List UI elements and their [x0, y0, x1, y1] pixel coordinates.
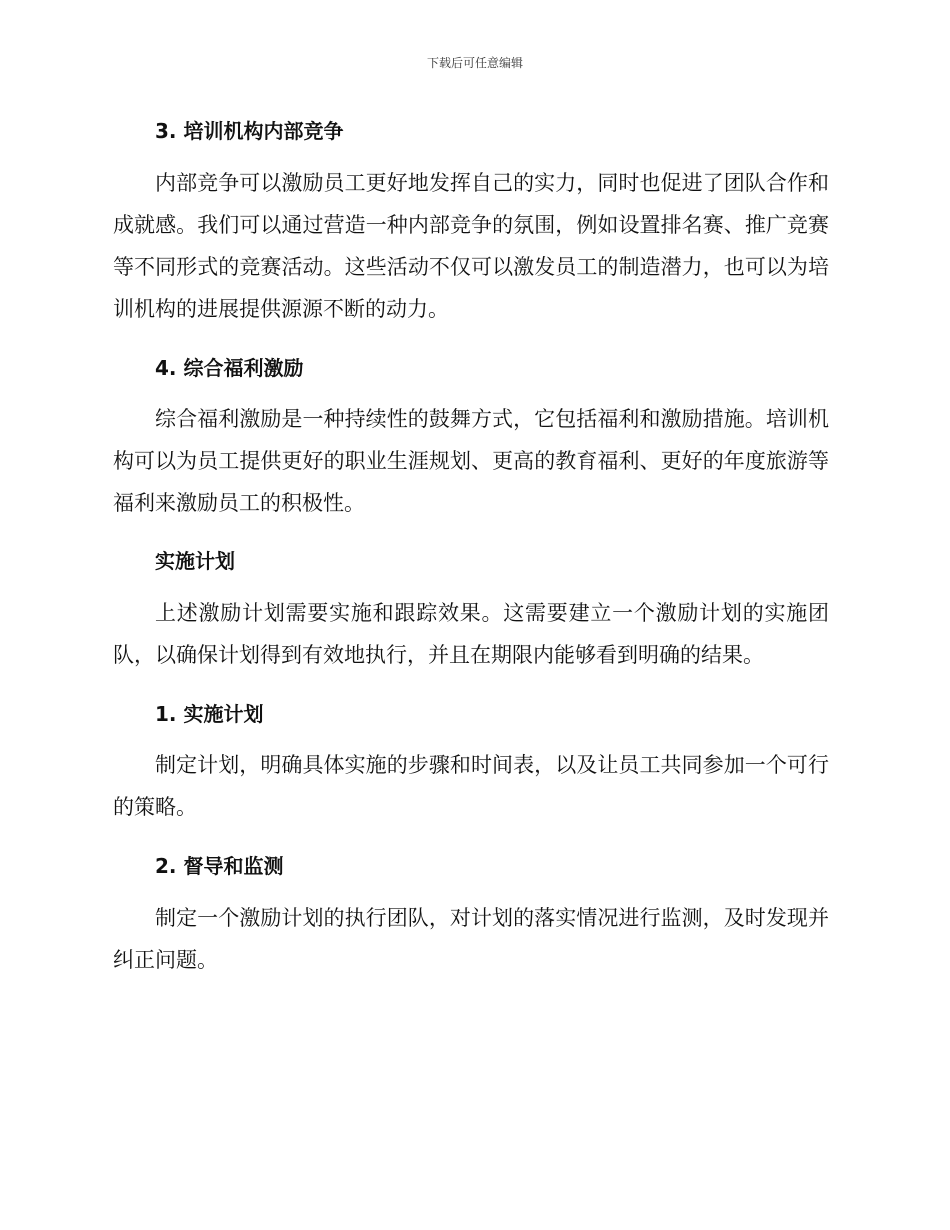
section-heading: 1. 实施计划 [155, 702, 264, 726]
section-paragraph: 制定计划，明确具体实施的步骤和时间表，以及让员工共同参加一个可行的策略。 [113, 753, 829, 819]
section-heading: 3. 培训机构内部竞争 [155, 119, 344, 143]
section-paragraph: 制定一个激励计划的执行团队，对计划的落实情况进行监测，及时发现并纠正问题。 [113, 906, 829, 972]
page-header-note: 下载后可任意编辑 [426, 56, 523, 70]
section-heading: 实施计划 [155, 549, 235, 573]
section-paragraph: 内部竞争可以激励员工更好地发挥自己的实力，同时也促进了团队合作和成就感。我们可以通过营造一种内部竞争的氛围，例如设置排名赛、推广竞赛等不同形式的竞赛活动。这些活动不仅可以激发员工的制造潜力，也可以为培训机构的进展提供源源不断的动力。 [113, 171, 829, 321]
section-heading: 2. 督导和监测 [155, 854, 284, 878]
section-paragraph: 上述激励计划需要实施和跟踪效果。这需要建立一个激励计划的实施团队，以确保计划得到有效地执行，并且在期限内能够看到明确的结果。 [113, 601, 829, 667]
section-paragraph: 综合福利激励是一种持续性的鼓舞方式，它包括福利和激励措施。培训机构可以为员工提供更好的职业生涯规划、更高的教育福利、更好的年度旅游等福利来激励员工的积极性。 [113, 407, 829, 515]
section-heading: 4. 综合福利激励 [155, 356, 304, 380]
